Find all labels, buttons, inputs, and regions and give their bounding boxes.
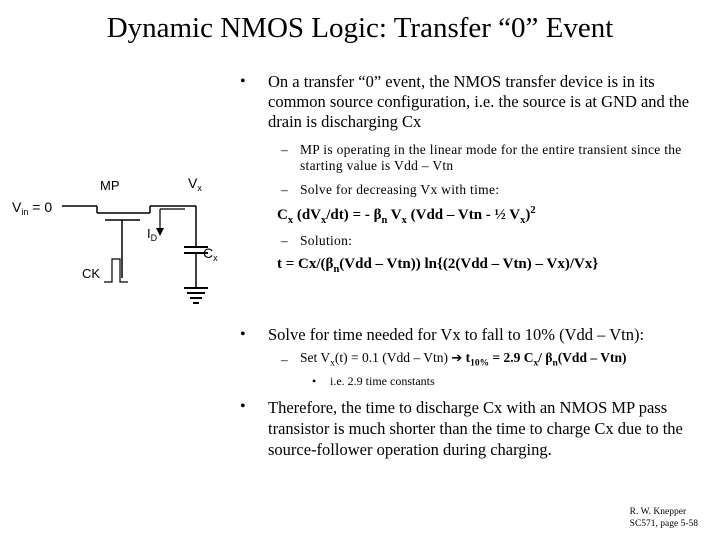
dash-marker: –: [281, 182, 288, 197]
footer-author: R. W. Knepper: [629, 507, 687, 517]
circuit-diagram: [0, 165, 240, 315]
bullet-1-text: On a transfer “0” event, the NMOS transfer device is in its common source configuration, i.e. the source is at GND and the drain is discharging Cx: [268, 72, 690, 131]
footer-page: SC571, page 5-58: [629, 519, 698, 529]
bullet-marker: •: [240, 398, 246, 415]
id-label: $I_D$: [147, 226, 158, 243]
equation-1: $C_x$ $(dV_x/dt)$ = - $\beta_n$ $V_x$ (Vdd – Vtn - ½ $V_x)^2$: [277, 205, 536, 226]
bullet-2-sub-1-sub: i.e. 2.9 time constants: [330, 374, 435, 388]
cx-label: $C_x$: [203, 245, 218, 263]
mp-label: MP: [100, 178, 120, 193]
vx-label: $V_x$: [188, 175, 202, 193]
footer: [630, 506, 698, 530]
bullet-2-text: Solve for time needed for Vx to fall to 10% (Vdd – Vtn):: [268, 325, 645, 344]
vin-label: $V_{in} = 0$: [12, 199, 53, 217]
arrow-icon: ➔: [451, 351, 463, 366]
bullet-marker: •: [240, 73, 246, 90]
bullet-1-sub-1: MP is operating in the linear mode for the entire transient since the starting value is Vdd – Vtn: [300, 142, 682, 173]
dash-marker: –: [281, 233, 288, 248]
bullet-marker: •: [240, 326, 246, 343]
page-title: Dynamic NMOS Logic: Transfer “0” Event: [106, 12, 614, 44]
dash-marker: –: [281, 352, 288, 367]
bullet-1-sub-3: Solution:: [300, 233, 353, 248]
bullet-marker: •: [312, 374, 317, 388]
bullet-3-text: Therefore, the time to discharge Cx with an NMOS MP pass transistor is much shorter than the time to charge Cx due to the source-follower operation during charging.: [268, 398, 683, 459]
bullet-1-sub-2: Solve for decreasing Vx with time:: [300, 182, 500, 197]
equation-2: $t = Cx/(\beta_n(Vdd - Vtn))$ ln{(2(Vdd – Vtn) – Vx)/Vx}: [277, 256, 599, 275]
bullet-2-sub-1: Set $V_x(t) = 0.1$ (Vdd – Vtn) ➔ $t_{10\%} = 2.9$ $C_x/$ $\beta_n(Vdd - Vtn)$: [300, 350, 627, 369]
ck-label: CK: [82, 266, 101, 281]
dash-marker: –: [281, 142, 288, 157]
